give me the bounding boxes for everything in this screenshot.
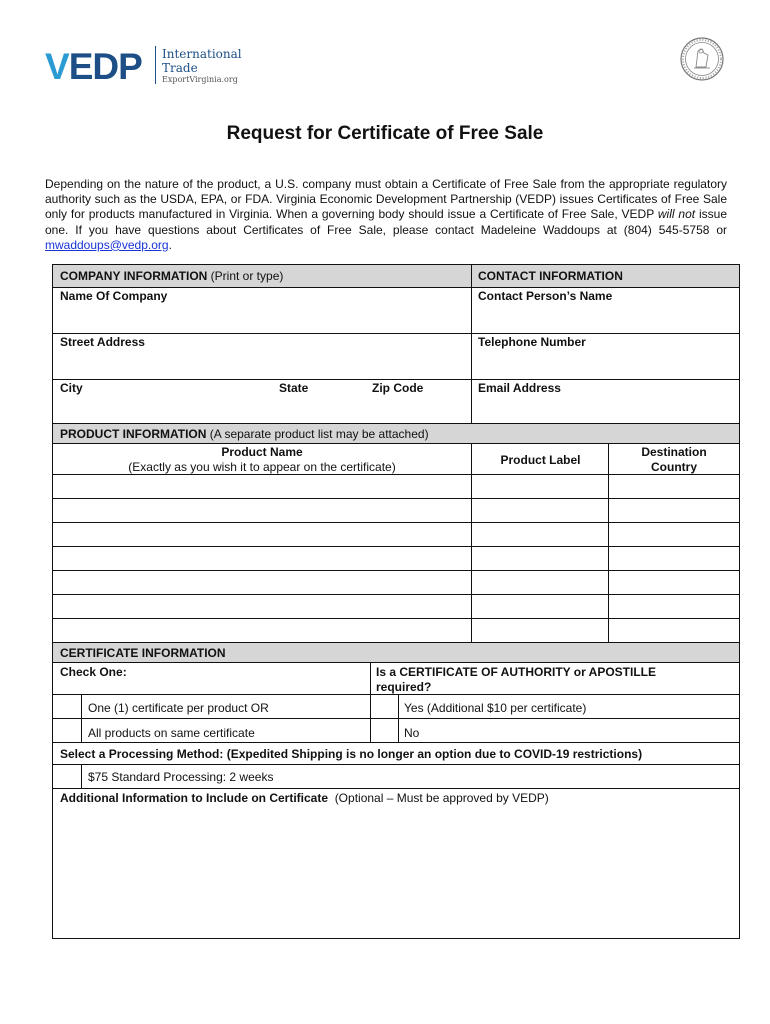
product-row[interactable] — [53, 499, 739, 522]
certificate-request-form — [52, 264, 740, 939]
additional-info-label: Additional Information to Include on Certificate (Optional – Must be approved by VEDP) — [60, 791, 549, 805]
contact-info-header: CONTACT INFORMATION — [478, 269, 623, 283]
state-field[interactable] — [273, 380, 365, 423]
destination-col-header-line2: Country — [651, 460, 697, 474]
yes-apostille-checkbox[interactable] — [371, 695, 398, 718]
telephone-label: Telephone Number — [478, 335, 586, 349]
email-address-label: Email Address — [478, 381, 561, 395]
city-label: City — [60, 381, 83, 395]
all-products-checkbox[interactable] — [53, 719, 81, 742]
product-row[interactable] — [53, 547, 739, 570]
processing-method-label: Select a Processing Method: (Expedited Shipping is no longer an option due to COVID-19 restrictions) — [60, 747, 643, 761]
product-name-col-header: Product Name — [221, 445, 303, 459]
standard-processing-option: $75 Standard Processing: 2 weeks — [88, 770, 274, 784]
one-per-product-checkbox[interactable] — [53, 695, 81, 718]
zip-code-label: Zip Code — [372, 381, 424, 395]
product-info-header: PRODUCT INFORMATION (A separate product list may be attached) — [60, 427, 429, 441]
authority-question-line2: required? — [376, 680, 432, 694]
check-one-label: Check One: — [60, 665, 127, 679]
contact-email-link[interactable]: mwaddoups@vedp.org — [45, 237, 169, 252]
product-name-col-note: (Exactly as you wish it to appear on the certificate) — [128, 460, 396, 474]
logo-line-international: International — [162, 47, 242, 61]
street-address-field[interactable] — [53, 334, 471, 379]
destination-col-header-line1: Destination — [641, 445, 707, 459]
page-title: Request for Certificate of Free Sale — [226, 123, 544, 144]
logo-line-trade: Trade — [162, 61, 198, 75]
email-address-field[interactable] — [472, 380, 739, 423]
product-row[interactable] — [53, 571, 739, 594]
product-label-col-header: Product Label — [500, 453, 581, 467]
company-name-label: Name Of Company — [60, 289, 168, 303]
company-name-field[interactable] — [53, 288, 471, 333]
no-apostille-checkbox[interactable] — [371, 719, 398, 742]
one-per-product-option: One (1) certificate per product OR — [88, 701, 269, 715]
no-apostille-option: No — [404, 726, 420, 740]
product-row[interactable] — [53, 523, 739, 546]
intro-paragraph: Depending on the nature of the product, a U.S. company must obtain a Certificate of Free Sale from the appropriate regulatory authority such as the USDA, EPA, or FDA. Virginia Economic Development Partnership (VEDP) issues Certificates of Free Sale only for products manufactured in Virginia. When a governing body should issue a Certificate of Free Sale, VEDP will not issue one. If you have questions about Certificates of Free Sale, please contact Madeleine Waddoups at (804) 545-5758 or mwaddoups@vedp.org. — [45, 177, 727, 252]
yes-apostille-option: Yes (Additional $10 per certificate) — [404, 701, 587, 715]
certificate-info-header: CERTIFICATE INFORMATION — [60, 646, 226, 660]
contact-person-field[interactable] — [472, 288, 739, 333]
product-row[interactable] — [53, 619, 739, 642]
logo-divider — [155, 46, 156, 84]
logo-line-website: ExportVirginia.org — [162, 75, 238, 84]
authority-question-line1: Is a CERTIFICATE OF AUTHORITY or APOSTILLE — [376, 665, 657, 679]
company-info-header: COMPANY INFORMATION (Print or type) — [60, 269, 284, 283]
additional-info-field[interactable] — [53, 807, 739, 937]
standard-processing-checkbox[interactable] — [53, 765, 81, 788]
city-field[interactable] — [53, 380, 273, 423]
contact-person-label: Contact Person’s Name — [478, 289, 613, 303]
product-row[interactable] — [53, 475, 739, 498]
zip-code-field[interactable] — [365, 380, 471, 423]
all-products-option: All products on same certificate — [88, 726, 255, 740]
virginia-seal-icon — [680, 37, 724, 81]
vedp-logo-mark: VEDP — [45, 46, 142, 87]
telephone-field[interactable] — [472, 334, 739, 379]
street-address-label: Street Address — [60, 335, 145, 349]
state-label: State — [279, 381, 309, 395]
product-row[interactable] — [53, 595, 739, 618]
